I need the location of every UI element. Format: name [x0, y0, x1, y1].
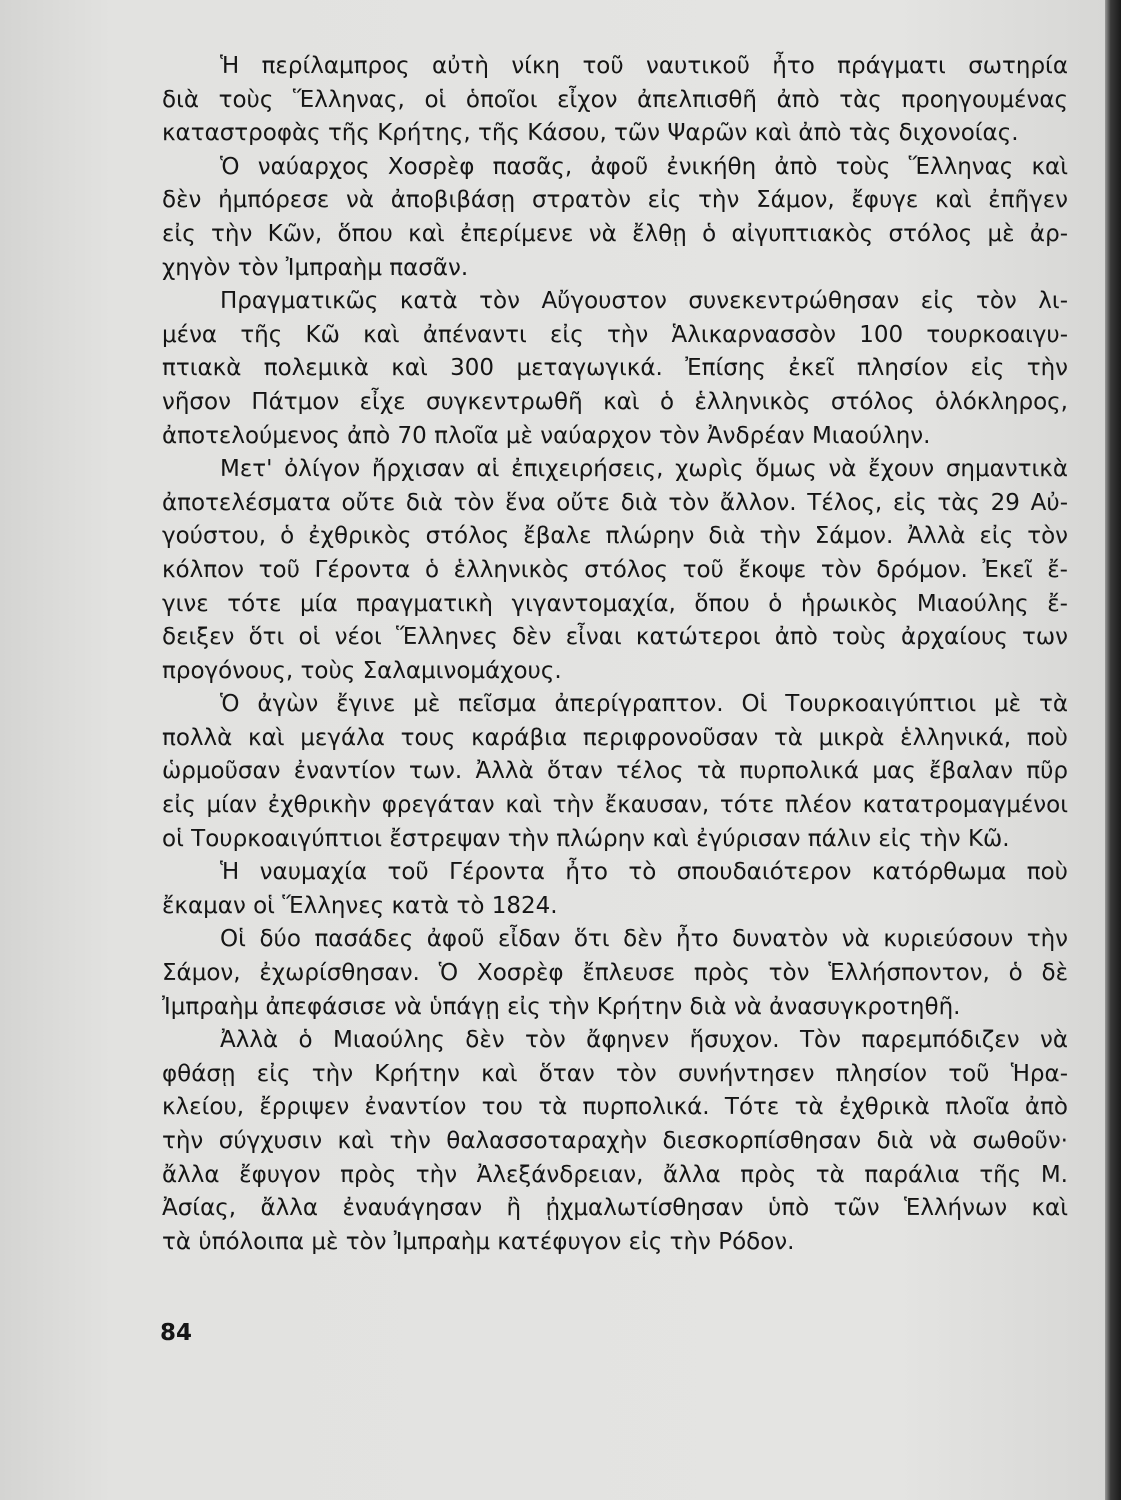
text-line: Ἰμπραὴμ ἀπεφάσισε νὰ ὑπάγῃ εἰς τὴν Κρήτην διὰ νὰ ἀνασυγκροτηθῆ. [162, 993, 961, 1020]
text-line: μένα τῆς Κῶ καὶ ἀπέναντι εἰς τὴν Ἁλικαρνασσὸν 100 τουρκοαιγυ- [162, 321, 1068, 348]
text-line: Πραγματικῶς κατὰ τὸν Αὔγουστον συνεκεντρώθησαν εἰς τὸν λι- [220, 288, 1068, 315]
text-line: Ὁ ναύαρχος Χοσρὲφ πασᾶς, ἀφοῦ ἐνικήθη ἀπὸ τοὺς Ἕλληνας καὶ [220, 153, 1068, 180]
text-line: Μετ' ὀλίγον ἤρχισαν αἱ ἐπιχειρήσεις, χωρὶς ὅμως νὰ ἔχουν σημαντικὰ [220, 456, 1068, 483]
text-line: νῆσον Πάτμον εἶχε συγκεντρωθῆ καὶ ὁ ἑλληνικὸς στόλος ὁλόκληρος, [162, 388, 1068, 415]
text-line: πτιακὰ πολεμικὰ καὶ 300 μεταγωγικά. Ἐπίσης ἐκεῖ πλησίον εἰς τὴν [162, 355, 1068, 382]
text-line: Ἡ περίλαμπρος αὐτὴ νίκη τοῦ ναυτικοῦ ἦτο πράγματι σωτηρία [220, 53, 1068, 79]
text-line: δὲν ἠμπόρεσε νὰ ἀποβιβάσῃ στρατὸν εἰς τὴν Σάμον, ἔφυγε καὶ ἐπῆγεν [162, 187, 1068, 214]
text-line: Ὁ ἀγὼν ἔγινε μὲ πεῖσμα ἀπερίγραπτον. Οἱ Τουρκοαιγύπτιοι μὲ τὰ [220, 691, 1068, 718]
text-line: δειξεν ὅτι οἱ νέοι Ἕλληνες δὲν εἶναι κατώτεροι ἀπὸ τοὺς ἀρχαίους των [162, 624, 1068, 651]
text-line: διὰ τοὺς Ἕλληνας, οἱ ὁποῖοι εἶχον ἀπελπισθῆ ἀπὸ τὰς προηγουμένας [162, 86, 1068, 113]
text-line: κόλπον τοῦ Γέροντα ὁ ἑλληνικὸς στόλος τοῦ ἔκοψε τὸν δρόμον. Ἐκεῖ ἔ- [162, 556, 1068, 583]
text-line: τὰ ὑπόλοιπα μὲ τὸν Ἰμπραὴμ κατέφυγον εἰς τὴν Ρόδον. [162, 1228, 795, 1255]
page-edge [1105, 0, 1121, 1500]
text-line: φθάσῃ εἰς τὴν Κρήτην καὶ ὅταν τὸν συνήντησεν πλησίον τοῦ Ἡρα- [162, 1060, 1068, 1087]
text-line: ἄλλα ἔφυγον πρὸς τὴν Ἀλεξάνδρειαν, ἄλλα πρὸς τὰ παράλια τῆς Μ. [162, 1161, 1068, 1188]
text-line: κλείου, ἔρριψεν ἐναντίον του τὰ πυρπολικά. Τότε τὰ ἐχθρικὰ πλοῖα ἀπὸ [162, 1094, 1068, 1121]
text-line: Ἡ ναυμαχία τοῦ Γέροντα ἦτο τὸ σπουδαιότερον κατόρθωμα ποὺ [220, 859, 1068, 886]
text-line: εἰς τὴν Κῶν, ὅπου καὶ ἐπερίμενε νὰ ἔλθῃ ὁ αἰγυπτιακὸς στόλος μὲ ἀρ- [162, 220, 1068, 247]
text-line: πολλὰ καὶ μεγάλα τους καράβια περιφρονοῦσαν τὰ μικρὰ ἑλληνικά, ποὺ [162, 724, 1068, 751]
text-line: Οἱ δύο πασάδες ἀφοῦ εἶδαν ὅτι δὲν ἦτο δυνατὸν νὰ κυριεύσουν τὴν [220, 926, 1068, 953]
text-line: ἀποτελούμενος ἀπὸ 70 πλοῖα μὲ ναύαρχον τὸν Ἀνδρέαν Μιαούλην. [162, 422, 931, 449]
text-line: ὡρμοῦσαν ἐναντίον των. Ἀλλὰ ὅταν τέλος τὰ πυρπολικά μας ἔβαλαν πῦρ [162, 758, 1068, 785]
page-number: 84 [160, 1320, 193, 1346]
text-line: γινε τότε μία πραγματικὴ γιγαντομαχία, ὅπου ὁ ἡρωικὸς Μιαούλης ἔ- [162, 590, 1068, 617]
text-line: τὴν σύγχυσιν καὶ τὴν θαλασσοταραχὴν διεσκορπίσθησαν διὰ νὰ σωθοῦν· [162, 1128, 1068, 1154]
text-line: ἀποτελέσματα οὔτε διὰ τὸν ἕνα οὔτε διὰ τὸν ἄλλον. Τέλος, εἰς τὰς 29 Αὐ- [162, 489, 1068, 516]
text-line: καταστροφὰς τῆς Κρήτης, τῆς Κάσου, τῶν Ψαρῶν καὶ ἀπὸ τὰς διχονοίας. [162, 120, 1019, 147]
text-line: προγόνους, τοὺς Σαλαμινομάχους. [162, 657, 562, 684]
body-text [162, 50, 1068, 1259]
text-line: ἔκαμαν οἱ Ἕλληνες κατὰ τὸ 1824. [162, 892, 558, 919]
text-line: χηγὸν τὸν Ἰμπραὴμ πασᾶν. [162, 254, 469, 281]
text-line: γούστου, ὁ ἐχθρικὸς στόλος ἔβαλε πλώρην διὰ τὴν Σάμον. Ἀλλὰ εἰς τὸν [162, 523, 1068, 550]
text-line: Ἀσίας, ἄλλα ἐναυάγησαν ἢ ᾐχμαλωτίσθησαν ὑπὸ τῶν Ἑλλήνων καὶ [162, 1195, 1068, 1222]
text-line: Ἀλλὰ ὁ Μιαούλης δὲν τὸν ἄφηνεν ἥσυχον. Τὸν παρεμπόδιζεν νὰ [220, 1027, 1068, 1054]
text-line: εἰς μίαν ἐχθρικὴν φρεγάταν καὶ τὴν ἔκαυσαν, τότε πλέον κατατρομαγμένοι [162, 792, 1068, 819]
text-line: οἱ Τουρκοαιγύπτιοι ἔστρεψαν τὴν πλώρην καὶ ἐγύρισαν πάλιν εἰς τὴν Κῶ. [162, 825, 1010, 852]
text-line: Σάμον, ἐχωρίσθησαν. Ὁ Χοσρὲφ ἔπλευσε πρὸς τὸν Ἑλλήσποντον, ὁ δὲ [162, 960, 1068, 987]
